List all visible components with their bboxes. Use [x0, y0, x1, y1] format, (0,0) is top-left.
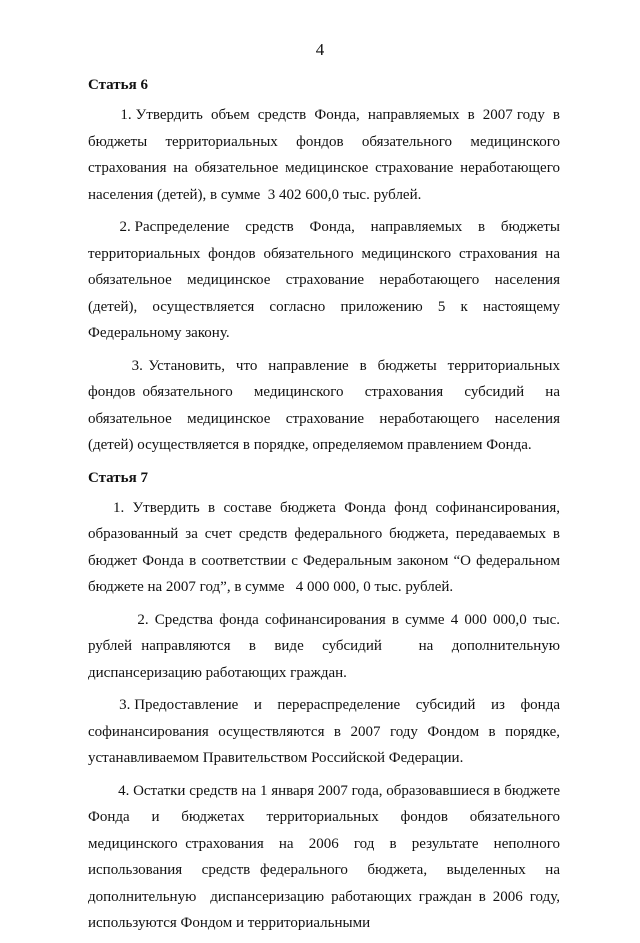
- article-heading: Статья 6: [88, 77, 148, 93]
- article-heading: Статья 7: [88, 469, 148, 486]
- article-paragraph: 2. Средства фонда софинансирования в сумме 4 000 000,0 тыс. рублей направляются в виде субсидий на дополнительную диспансеризацию работающих граждан.: [88, 611, 568, 681]
- article-7: [88, 465, 568, 937]
- article-paragraph: 4. Остатки средств на 1 января 2007 года, образовавшиеся в бюджете Фонда и бюджетах территориальных фондов обязательного медицинского страхования на 2006 год в результате неполного использования средств федерального бюджета, выделенных на дополнительную диспансеризацию работающих граждан в 2006 году, используются Фондом и территориальными: [88, 782, 568, 931]
- article-6: [88, 72, 572, 459]
- article-paragraph: 3. Предоставление и перераспределение субсидий из фонда софинансирования осуществляются в 2007 году Фондом в порядке, устанавливаемом Правительством Российской Федерации.: [88, 697, 564, 766]
- page-number: 4: [315, 40, 325, 59]
- document-body: [88, 72, 572, 943]
- article-paragraph: 1. Утвердить в составе бюджета Фонда фонд софинансирования, образованный за счет средств федерального бюджета, передаваемых в бюджет Фонда в соответствии с Федеральным законом “О федеральном бюджете на 2007 год”, в сумме 4 000 000, 0 тыс. рублей.: [88, 499, 564, 595]
- article-paragraph: 2. Распределение средств Фонда, направляемых в бюджеты территориальных фондов обязательного медицинского страхования на обязательное медицинское страхование неработающего населения (детей), осуществляется согласно приложению 5 к настоящему Федеральному закону.: [88, 219, 564, 341]
- article-paragraph: 3. Установить, что направление в бюджеты территориальных фондов обязательного медицинского страхования субсидий на обязательное медицинское страхование неработающего населения (детей) осуществляется в порядке, определяемом правлением Фонда.: [88, 357, 572, 453]
- article-paragraph: 1. Утвердить объем средств Фонда, направляемых в 2007 году в бюджеты территориальных фондов обязательного медицинского страхования на обязательное медицинское страхование неработающего населения (детей), в сумме 3 402 600,0 тыс. рублей.: [88, 107, 564, 203]
